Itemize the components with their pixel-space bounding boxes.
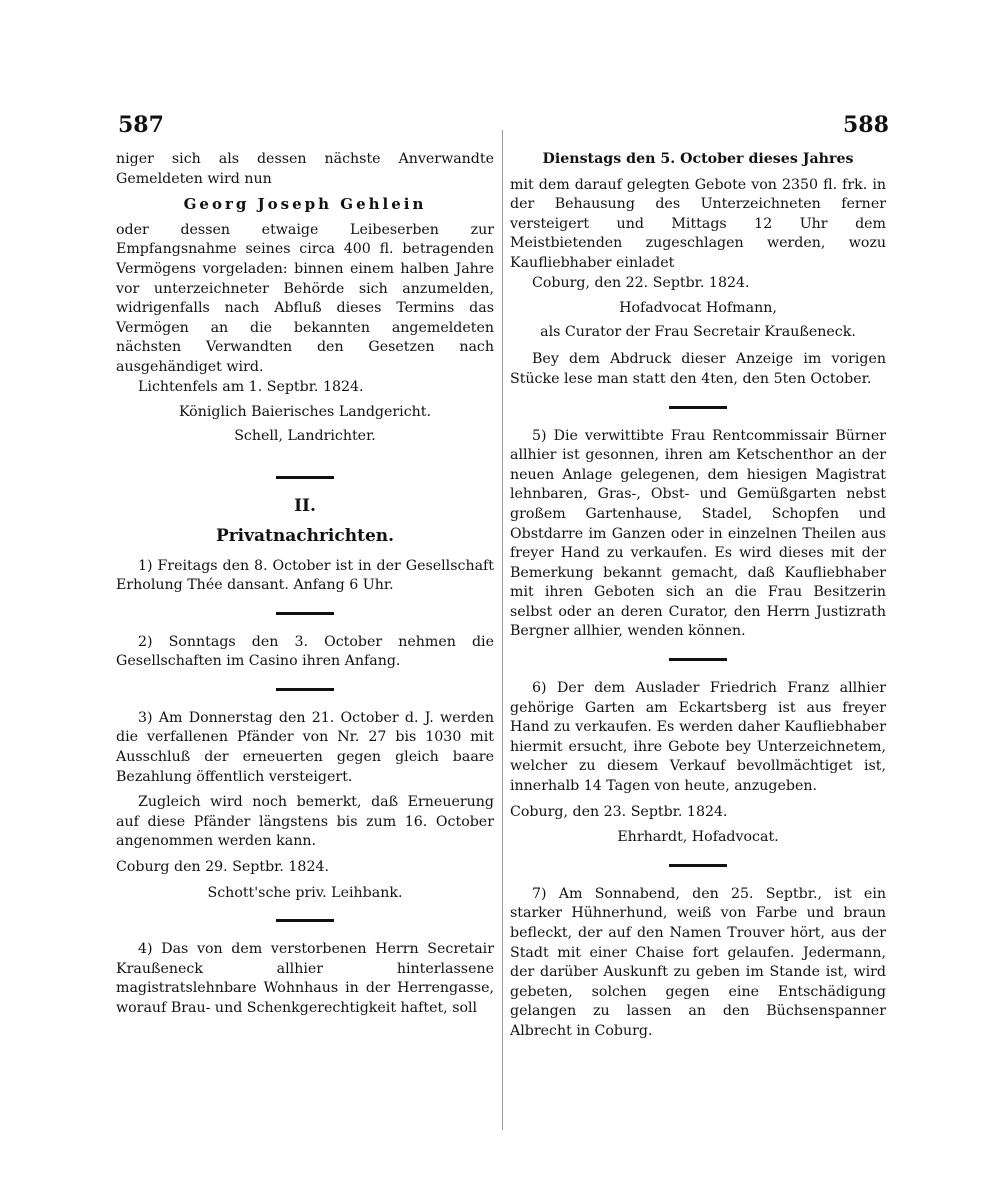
notice-3-date: Coburg den 29. Septbr. 1824. xyxy=(116,859,330,876)
notice-7: 7) Am Sonnabend, den 25. Septbr., ist ein starker Hühnerhund, weiß von Farbe und braun befleckt, der auf den Namen Trouver hört, aus der Stadt mit einer Chaise fort gelaufen. Jedermann, der darüber Auskunft zu geben im Stande ist, wird gebeten, solchen gegen eine Entschädigung gelangen zu lassen an den Büchsenspanner Albrecht in Coburg. xyxy=(510,885,886,1039)
notice-3-signature: Schott'sche priv. Leihbank. xyxy=(207,884,403,901)
right-column xyxy=(510,150,886,1042)
section-rule xyxy=(276,476,334,479)
auction-date: Coburg, den 22. Septbr. 1824. xyxy=(532,274,750,291)
rule-1 xyxy=(276,612,334,615)
column-divider xyxy=(502,130,503,1130)
rule-r3 xyxy=(669,864,727,867)
section-number: II. xyxy=(294,496,316,517)
correction-note: Bey dem Abdruck dieser Anzeige im vorigen Stücke lese man statt den 4ten, den 5ten October. xyxy=(510,351,886,387)
notice-6-date: Coburg, den 23. Septbr. 1824. xyxy=(510,803,728,820)
authority: Königlich Baierisches Landgericht. xyxy=(178,404,432,421)
notice-6-signature: Ehrhardt, Hofadvocat. xyxy=(617,829,779,846)
notice-1: 1) Freitags den 8. October ist in der Gesellschaft Erholung Thée dansant. Anfang 6 Uhr. xyxy=(116,557,494,594)
notice-3: 3) Am Donnerstag den 21. October d. J. werden die verfallenen Pfänder von Nr. 27 bis 1030 mit Ausschluß der erneuerten gegen gleich baare Bezahlung öffentlich versteigert. xyxy=(116,709,494,785)
auction-heading: Dienstags den 5. October dieses Jahres xyxy=(542,151,854,167)
notice-6: 6) Der dem Auslader Friedrich Franz allhier gehörige Garten am Eckartsberg ist aus freyer Hand zu verkaufen. Es werden daher Kaufliebhaber hiermit ersucht, ihre Gebote bey Unterzeichnetem, welcher zu diesem Verkauf bevollmächtiget ist, innerhalb 14 Tagen von heute, anzugeben. xyxy=(510,680,886,795)
rule-2 xyxy=(276,688,334,691)
notice-3-note: Zugleich wird noch bemerkt, daß Erneuerung auf diese Pfänder längstens bis zum 16. October angenommen werden kann. xyxy=(116,794,494,850)
left-column xyxy=(116,150,494,1019)
notice-intro: niger sich als dessen nächste Anverwandte Gemeldeten wird nun xyxy=(116,151,494,187)
page-number-left: 587 xyxy=(118,112,164,138)
rule-3 xyxy=(276,919,334,922)
notice-2: 2) Sonntags den 3. October nehmen die Gesellschaften im Casino ihren Anfang. xyxy=(116,633,494,670)
page-number-right: 588 xyxy=(843,112,889,138)
rule-r1 xyxy=(669,406,727,409)
notice-text: oder dessen etwaige Leibeserben zur Empfangsnahme seines circa 400 fl. betragenden Vermögens vorgeladen: binnen einem halben Jahre vor unterzeichneter Behörde sich anzumelden, widrigenfalls nach Abfluß dieses Termins das Vermögen an die bekannten angemeldeten nächsten Verwandten den Gesetzen nach ausgehändiget wird. xyxy=(116,221,494,375)
auction-signature-1: Hofadvocat Hofmann, xyxy=(619,300,777,317)
signature: Schell, Landrichter. xyxy=(234,427,376,444)
person-name: Georg Joseph Gehlein xyxy=(183,195,427,214)
rule-r2 xyxy=(669,658,727,661)
notice-4: 4) Das von dem verstorbenen Herrn Secretair Kraußeneck allhier hinterlassene magistratslehnbare Wohnhaus in der Herrengasse, worauf Brau- und Schenkgerechtigkeit haftet, soll xyxy=(116,941,494,1016)
section-title: Privatnachrichten. xyxy=(215,525,395,546)
notice-5: 5) Die verwittibte Frau Rentcommissair Bürner allhier ist gesonnen, ihren am Ketschenthor an der neuen Anlage gelegenen, dem hiesigen Magistrat lehnbaren, Gras-, Obst- und Gemüßgarten nebst großem Gartenhause, Stadel, Schopfen und Obstdarre im Ganzen oder in einzelnen Theilen aus freyer Hand zu verkaufen. Es wird dieses mit der Bemerkung bekannt gemacht, daß Kaufliebhaber mit ihren Geboten sich an die Frau Besitzerin selbst oder an deren Curator, den Herrn Justizrath Bergner allhier, wenden können. xyxy=(510,427,886,640)
auction-text: mit dem darauf gelegten Gebote von 2350 fl. frk. in der Behausung des Unterzeichneten ferner versteigert und Mittags 12 Uhr dem Meistbietenden zugeschlagen werden, wozu Kaufliebhaber einladet xyxy=(510,176,886,271)
auction-signature-2: als Curator der Frau Secretair Kraußeneck. xyxy=(540,323,856,340)
place-date: Lichtenfels am 1. Septbr. 1824. xyxy=(138,378,364,395)
